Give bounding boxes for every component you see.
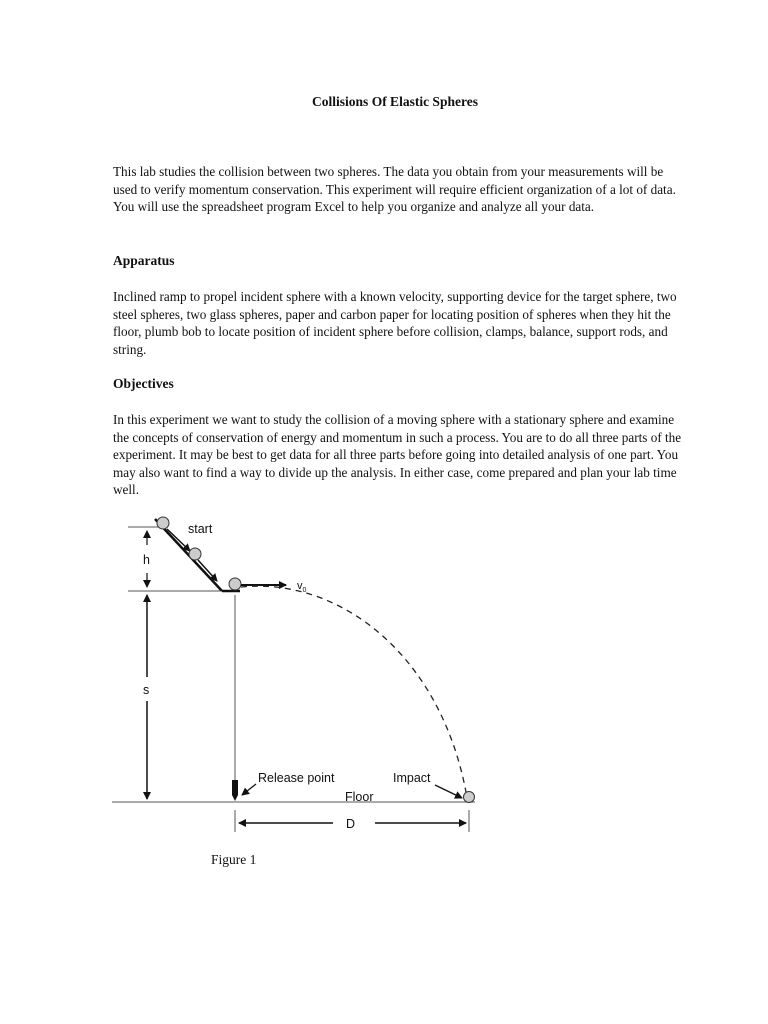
label-s: s: [143, 683, 150, 697]
label-v0: $v_0$: [297, 580, 307, 594]
plumb-bob: [232, 780, 238, 801]
figure-caption: Figure 1: [211, 852, 257, 867]
sphere-start: [157, 517, 169, 529]
label-release-point: Release point: [258, 771, 335, 785]
ramp-arrow-2: [198, 560, 217, 581]
figure-1-diagram: [100, 505, 500, 850]
intro-paragraph: This lab studies the collision between two spheres. The data you obtain from your measurements will be used to verify momentum conservation. This experiment will require efficient organization of a lot of data. You will use the spreadsheet program Excel to help you organize and analyze all your data.: [113, 164, 676, 214]
sphere-launch: [229, 578, 241, 590]
objectives-heading: Objectives: [113, 376, 174, 391]
trajectory-curve: [241, 586, 466, 792]
sphere-mid-ramp: [189, 548, 201, 560]
impact-pointer: [435, 785, 462, 798]
ramp-arrow-1: [167, 529, 190, 551]
sphere-impact: [464, 792, 475, 803]
document-title: Collisions Of Elastic Spheres: [312, 94, 478, 109]
label-start: start: [188, 522, 213, 536]
label-h: h: [143, 553, 150, 567]
release-point-pointer: [242, 784, 256, 795]
apparatus-paragraph: Inclined ramp to propel incident sphere with a known velocity, supporting device for the target sphere, two steel spheres, two glass spheres, paper and carbon paper for locating position of spheres when they hit the floor, plumb bob to locate position of incident sphere before collision, clamps, balance, support rods, and string.: [113, 289, 677, 357]
label-floor: Floor: [345, 790, 374, 804]
apparatus-heading: Apparatus: [113, 253, 175, 268]
objectives-paragraph: In this experiment we want to study the collision of a moving sphere with a stationary sphere and examine the concepts of conservation of energy and momentum in such a process. You are to do all three parts of the experiment. It may be best to get data for all three parts before going into detailed analysis of one part. You may also want to find a way to divide up the analysis. In either case, come prepared and plan your lab time well.: [113, 412, 682, 497]
label-d: D: [346, 817, 356, 831]
label-impact: Impact: [393, 771, 431, 785]
